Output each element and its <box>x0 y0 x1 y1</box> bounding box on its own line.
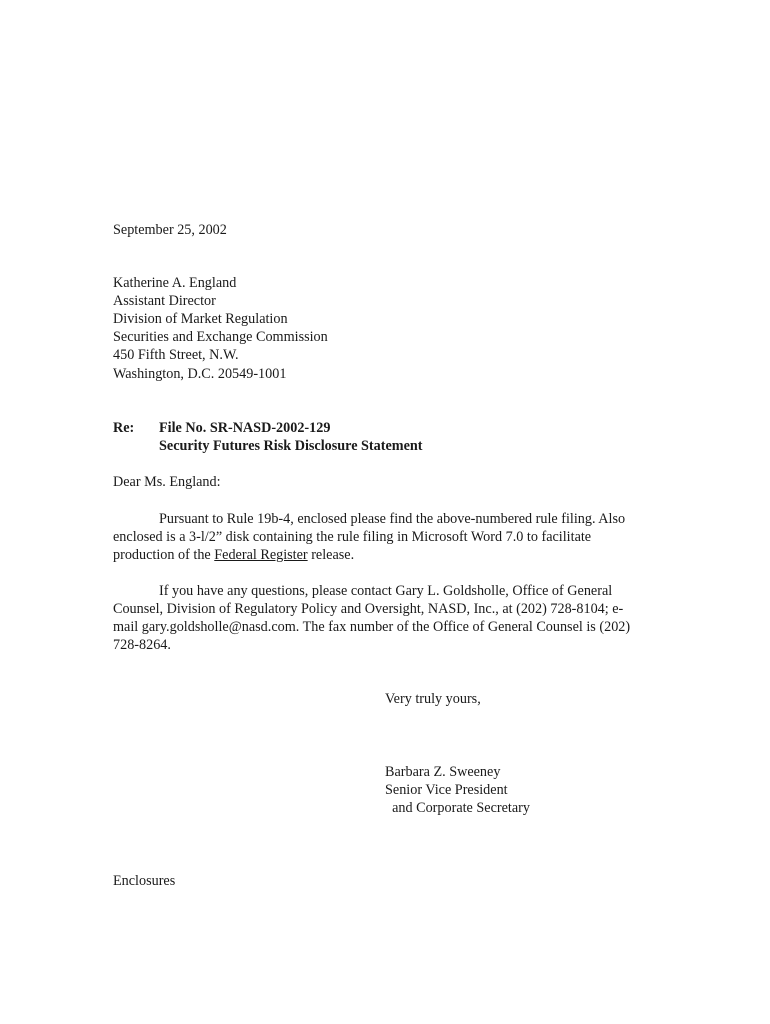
subject-label: Re: <box>113 420 135 436</box>
paragraph-1-line-1: Pursuant to Rule 19b-4, enclosed please find the above-numbered rule filing. Also <box>159 511 626 527</box>
paragraph-1-line-3 <box>113 546 354 564</box>
paragraph-1-line-2: enclosed is a 3-l/2” disk containing the rule filing in Microsoft Word 7.0 to facilitate <box>113 529 592 545</box>
signer-title-continued: and Corporate Secretary <box>385 800 530 816</box>
recipient-organization: Securities and Exchange Commission <box>113 329 328 345</box>
paragraph-1-line-3-start: production of the <box>113 547 215 563</box>
enclosures-note: Enclosures <box>113 873 176 889</box>
signer-name: Barbara Z. Sweeney <box>385 764 501 780</box>
closing: Very truly yours, <box>385 691 481 707</box>
recipient-name: Katherine A. England <box>113 275 237 291</box>
recipient-division: Division of Market Regulation <box>113 311 288 327</box>
federal-register-text: Federal Register <box>214 547 308 563</box>
paragraph-2-line-1: If you have any questions, please contact Gary L. Goldsholle, Office of General <box>159 583 613 599</box>
paragraph-2-line-3: mail gary.goldsholle@nasd.com. The fax number of the Office of General Counsel is (202) <box>113 619 631 635</box>
paragraph-2-line-4: 728-8264. <box>113 637 171 653</box>
signer-title: Senior Vice President <box>385 782 508 798</box>
recipient-title: Assistant Director <box>113 293 216 309</box>
subject-file-number: File No. SR-NASD-2002-129 <box>159 420 331 436</box>
letter-date: September 25, 2002 <box>113 222 227 238</box>
paragraph-2-line-2: Counsel, Division of Regulatory Policy and Oversight, NASD, Inc., at (202) 728-8104; e- <box>113 601 624 617</box>
paragraph-1-line-3-end: release. <box>307 547 355 563</box>
recipient-city: Washington, D.C. 20549-1001 <box>113 366 287 382</box>
subject-title: Security Futures Risk Disclosure Statement <box>159 438 423 454</box>
salutation: Dear Ms. England: <box>113 474 221 490</box>
recipient-street: 450 Fifth Street, N.W. <box>113 347 239 363</box>
